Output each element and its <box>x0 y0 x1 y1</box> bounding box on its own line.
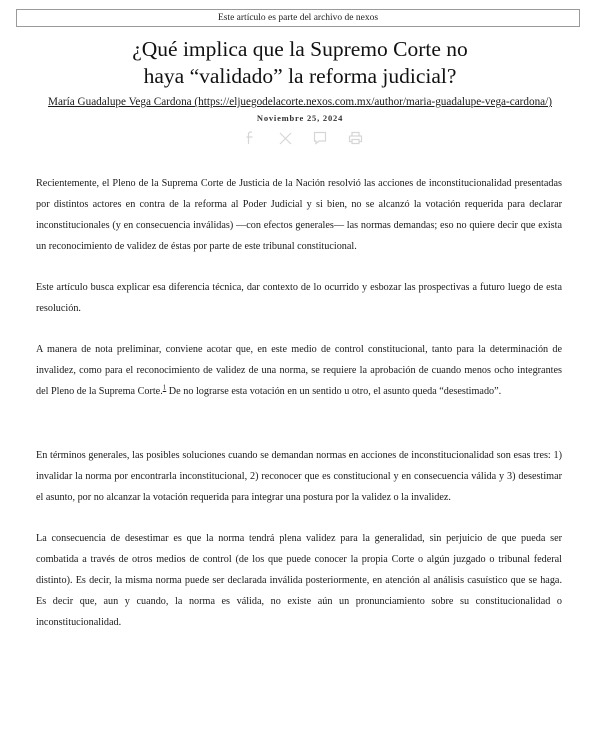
author-link[interactable]: María Guadalupe Vega Cardona (https://eljuegodelacorte.nexos.com.mx/author/maria-guadalupe-vega-cardona/) <box>48 96 552 108</box>
article-title <box>40 36 560 90</box>
paragraph-2: Este artículo busca explicar esa diferencia técnica, dar contexto de lo ocurrido y esbozar las prospectivas a futuro luego de esta resolución. <box>36 282 562 314</box>
archive-banner: Este artículo es parte del archivo de nexos <box>16 9 580 27</box>
paragraph-3-text: A manera de nota preliminar, conviene acotar que, en este medio de control constitucional, tanto para la determinación de invalidez, como para el reconocimiento de validez de una norma, se requiere la aprobación de cuando menos ocho integrantes del Pleno de la Suprema Corte. <box>36 344 562 397</box>
x-twitter-icon[interactable] <box>276 130 294 146</box>
comment-icon[interactable] <box>311 130 329 146</box>
paragraph-1: Recientemente, el Pleno de la Suprema Corte de Justicia de la Nación resolvió las acciones de inconstitucionalidad presentadas por distintos actores en contra de la reforma al Poder Judicial y si bien, no se alcanzó la votación requerida para declarar inconstitucionales (y en consecuencia inválidas) —con efectos generales— las normas demandas; eso no quiere decir que exista un reconocimiento de validez de éstas por parte de este tribunal constitucional. <box>36 178 562 252</box>
footnote-link[interactable]: 1 <box>162 383 167 392</box>
title-line-2: haya “validado” la reforma judicial? <box>143 64 457 88</box>
facebook-icon[interactable] <box>241 130 259 146</box>
paragraph-3 <box>36 339 562 402</box>
publish-date: Noviembre 25, 2024 <box>256 113 344 123</box>
author-byline <box>0 95 600 109</box>
paragraph-5: La consecuencia de desestimar es que la norma tendrá plena validez para la generalidad, sin perjuicio de que pueda ser combatida a través de otros medios de control (de los que puede conocer la propia Corte o algún juzgado o tribunal federal distinto). Es decir, la misma norma puede ser declarada inválida posteriormente, en atención al análisis casuístico que se haga. Es decir que, aun y cuando, la norma es válida, no existe aún un pronunciamiento sobre su constitucionalidad o inconstitucionalidad. <box>36 533 562 628</box>
article-body <box>36 173 562 633</box>
paragraph-4: En términos generales, las posibles soluciones cuando se demandan normas en acciones de inconstitucionalidad son esas tres: 1) invalidar la norma por encontrarla inconstitucional, 2) reconocer que es constitucional y en consecuencia válida y 3) desestimar el asunto, por no alcanzar la votación requerida para integrar una postura por la validez o la invalidez. <box>36 450 562 503</box>
print-icon[interactable] <box>346 130 364 146</box>
title-line-1: ¿Qué implica que la Supremo Corte no <box>132 37 468 61</box>
paragraph-3-text-end: De no lograrse esta votación en un sentido u otro, el asunto queda “desestimado”. <box>166 386 502 397</box>
share-bar <box>241 130 364 146</box>
